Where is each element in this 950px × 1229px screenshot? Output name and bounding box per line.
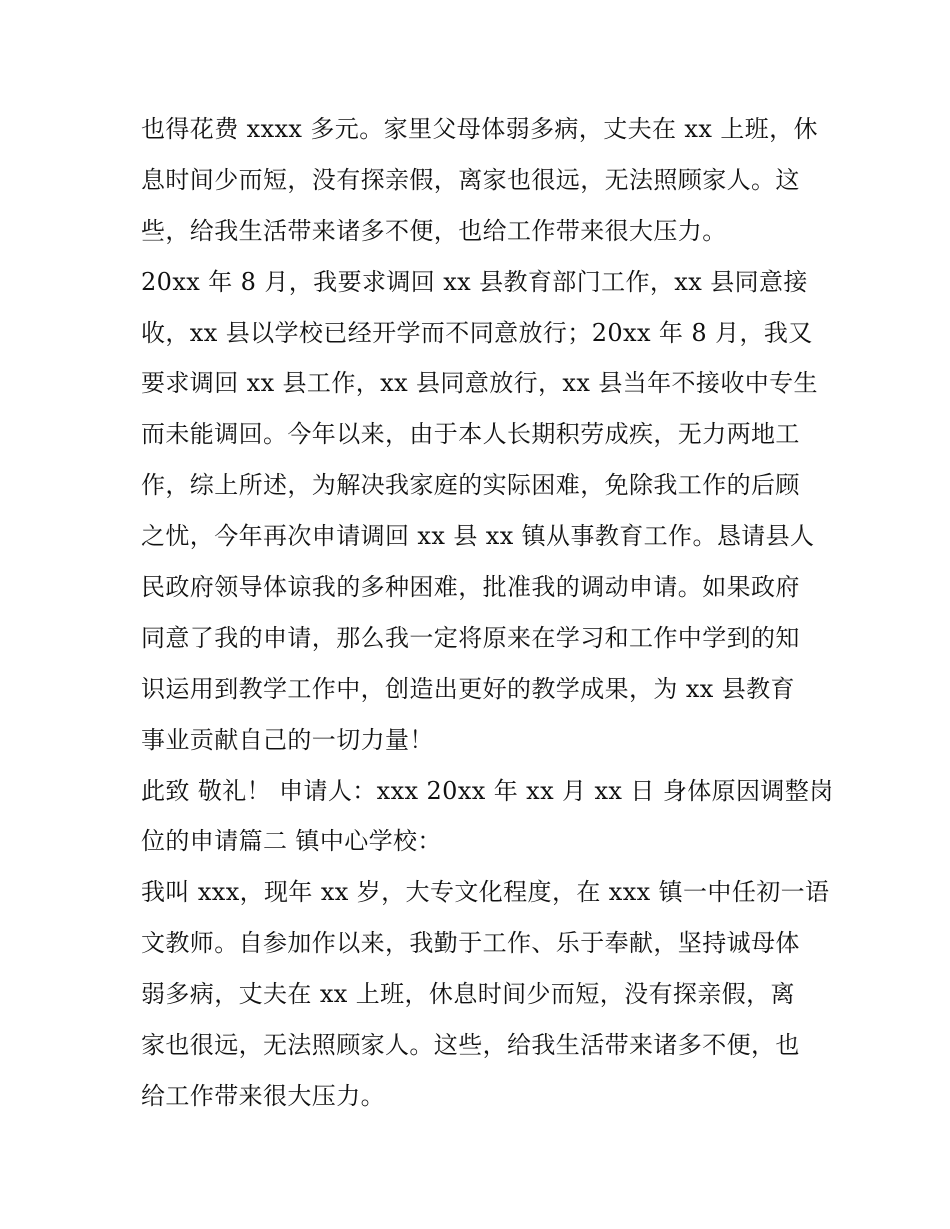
text-line: 收，xx 县以学校已经开学而不同意放行；20xx 年 8 月，我又 — [141, 318, 813, 347]
text-line: 给工作带来很大压力。 — [141, 1081, 385, 1110]
text-line: 此致 敬礼！ 申请人：xxx 20xx 年 xx 月 xx 日 身体原因调整岗 — [141, 776, 834, 805]
text-line: 民政府领导体谅我的多种困难，批准我的调动申请。如果政府 — [141, 573, 800, 602]
text-line: 息时间少而短，没有探亲假，离家也很远，无法照顾家人。这 — [141, 165, 800, 194]
text-line: 而未能调回。今年以来，由于本人长期积劳成疾，无力两地工 — [141, 420, 800, 449]
text-line: 同意了我的申请，那么我一定将原来在学习和工作中学到的知 — [141, 623, 800, 652]
text-line: 家也很远，无法照顾家人。这些，给我生活带来诸多不便，也 — [141, 1031, 800, 1060]
document-body — [141, 104, 834, 1122]
text-line: 弱多病，丈夫在 xx 上班，休息时间少而短，没有探亲假，离 — [141, 980, 795, 1009]
text-line: 也得花费 xxxx 多元。家里父母体弱多病，丈夫在 xx 上班，休 — [141, 115, 818, 143]
text-line: 20xx 年 8 月，我要求调回 xx 县教育部门工作，xx 县同意接 — [141, 267, 808, 296]
text-line: 事业贡献自己的一切力量！ — [141, 725, 434, 754]
text-line: 识运用到教学工作中，创造出更好的教学成果，为 xx 县教育 — [141, 674, 795, 703]
text-line: 文教师。自参加作以来，我勤于工作、乐于奉献，坚持诚母体 — [141, 929, 800, 958]
text-line: 位的申请篇二 镇中心学校： — [141, 827, 442, 856]
text-line: 些，给我生活带来诸多不便，也给工作带来很大压力。 — [141, 216, 727, 245]
text-line: 之忧，今年再次申请调回 xx 县 xx 镇从事教育工作。恳请县人 — [141, 522, 815, 551]
text-line: 我叫 xxx，现年 xx 岁，大专文化程度，在 xxx 镇一中任初一语 — [141, 878, 830, 907]
text-line: 要求调回 xx 县工作，xx 县同意放行，xx 县当年不接收中专生 — [141, 369, 818, 398]
text-line: 作，综上所述，为解决我家庭的实际困难，免除我工作的后顾 — [141, 471, 800, 500]
